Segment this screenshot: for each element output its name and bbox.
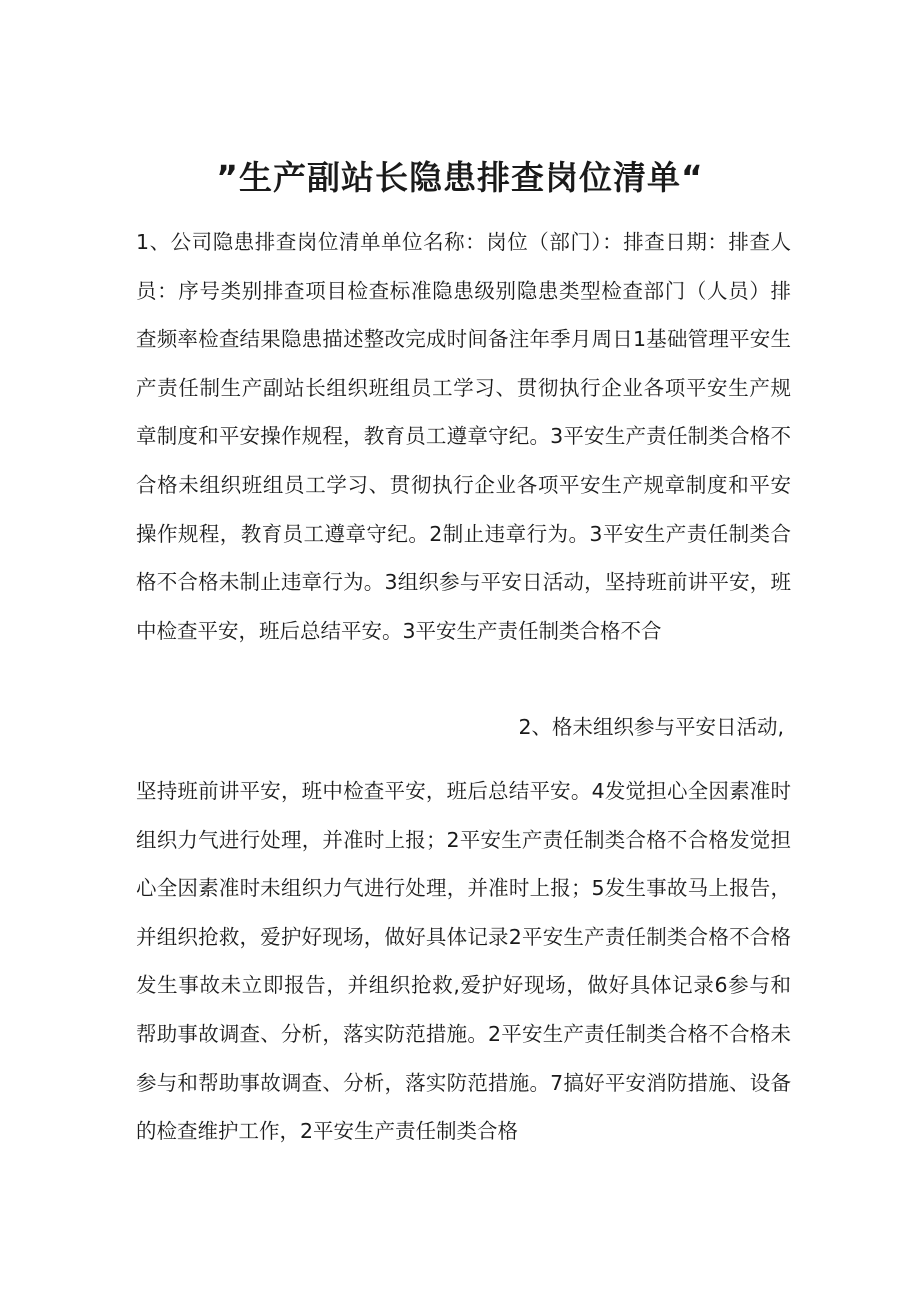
paragraph-2: 坚持班前讲平安，班中检查平安，班后总结平安。4发觉担心全因素准时组织力气进行处理，并准时上报；2平安生产责任制类合格不合格发觉担心全因素准时未组织力气进行处理，并准时上报；5发生事故马上报告，并组织抢救，爱护好现场，做好具体记录2平安生产责任制类合格不合格发生事故未立即报告，并组织抢救,爱护好现场，做好具体记录6参与和帮助事故调查、分析，落实防范措施。2平安生产责任制类合格不合格未参与和帮助事故调查、分析，落实防范措施。7搞好平安消防措施、设备的检查维护工作，2平安生产责任制类合格 — [136, 779, 791, 1144]
paragraph-1: 1、公司隐患排查岗位清单单位名称：岗位（部门）：排查日期：排查人员：序号类别排查项目检查标准隐患级别隐患类型检查部门（人员）排查频率检查结果隐患描述整改完成时间备注年季月周日1基础管理平安生产责任制生产副站长组织班组员工学习、贯彻执行企业各项平安生产规章制度和平安操作规程，教育员工遵章守纪。3平安生产责任制类合格不合格未组织班组员工学习、贯彻执行企业各项平安生产规章制度和平安操作规程，教育员工遵章守纪。2制止违章行为。3平安生产责任制类合格不合格未制止违章行为。3组织参与平安日活动，坚持班前讲平安，班中检查平安，班后总结平安。3平安生产责任制类合格不合 — [136, 230, 791, 643]
page-title: ”生产副站长隐患排查岗位清单“ — [216, 158, 704, 198]
section-2-heading: 2、格未组织参与平安日活动, — [518, 715, 784, 739]
